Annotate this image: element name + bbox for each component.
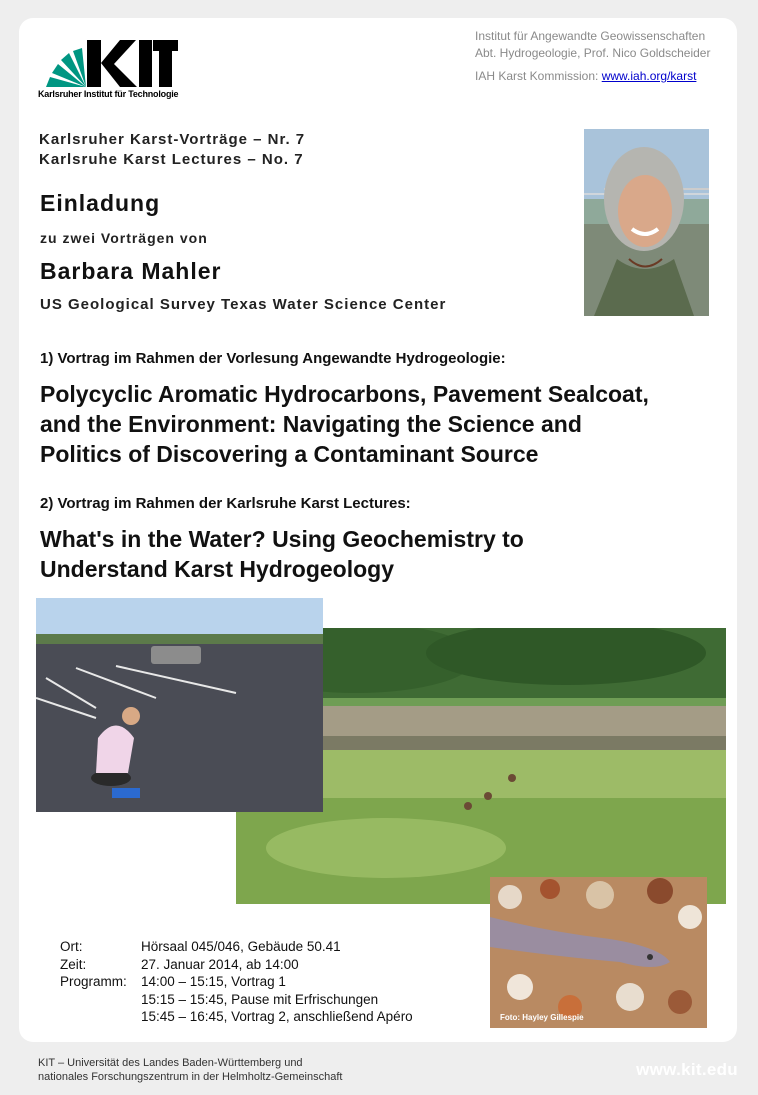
lecture-series — [39, 130, 305, 170]
speaker-affiliation: US Geological Survey Texas Water Science Center — [40, 296, 447, 313]
program-item: 14:00 – 15:15, Vortrag 1 — [141, 974, 286, 989]
talk-2-label: 2) Vortrag im Rahmen der Karlsruhe Karst Lectures: — [40, 495, 411, 512]
talk-2-title — [40, 524, 730, 584]
iah-link[interactable]: www.iah.org/karst — [601, 69, 697, 83]
footer-url[interactable]: www.kit.edu — [636, 1060, 738, 1079]
logo-subtitle: Karlsruher Institut für Technologie — [38, 89, 179, 99]
iah-label: IAH Karst Kommission: — [475, 69, 602, 83]
invitation-subtitle: zu zwei Vorträgen von — [40, 230, 208, 246]
program-row — [60, 973, 413, 1026]
location-label: Ort: — [60, 939, 83, 954]
institute-line-2: Abt. Hydrogeologie, Prof. Nico Goldscheider — [475, 46, 711, 60]
series-line-de: Karlsruher Karst-Vorträge – Nr. 7 — [39, 131, 306, 148]
iah-info — [475, 69, 696, 83]
salamander-photo — [490, 877, 707, 1028]
time-value: 27. Januar 2014, ab 14:00 — [141, 956, 299, 972]
footer-line-1: KIT – Universität des Landes Baden-Württemberg und — [38, 1057, 303, 1069]
talk-1-label: 1) Vortrag im Rahmen der Vorlesung Angewandte Hydrogeologie: — [40, 350, 506, 367]
talk-2-title-line-2: Understand Karst Hydrogeology — [40, 556, 394, 582]
series-line-en: Karlsruhe Karst Lectures – No. 7 — [39, 151, 304, 168]
invitation-title: Einladung — [40, 190, 161, 216]
talk-1-title-line-2: and the Environment: Navigating the Science and — [40, 411, 582, 437]
time-row — [60, 956, 413, 974]
event-details — [60, 938, 413, 1026]
location-row — [60, 938, 413, 956]
parking-lot-photo — [36, 598, 323, 812]
speaker-name: Barbara Mahler — [40, 258, 222, 284]
program-item: 15:45 – 16:45, Vortrag 2, anschließend Apéro — [141, 1009, 413, 1024]
footer-line-2: nationales Forschungszentrum in der Helmholtz-Gemeinschaft — [38, 1071, 343, 1083]
institute-line-1: Institut für Angewandte Geowissenschaften — [475, 29, 706, 43]
poster-card — [19, 18, 737, 1042]
talk-1-title-line-1: Polycyclic Aromatic Hydrocarbons, Pavement Sealcoat, — [40, 381, 649, 407]
program-item: 15:15 – 15:45, Pause mit Erfrischungen — [141, 991, 379, 1007]
location-value: Hörsaal 045/046, Gebäude 50.41 — [141, 939, 341, 954]
talk-1-title — [40, 379, 730, 469]
time-label: Zeit: — [60, 956, 87, 972]
footer-text — [38, 1056, 342, 1084]
talk-1-title-line-3: Politics of Discovering a Contaminant Source — [40, 441, 539, 467]
talk-2-title-line-1: What's in the Water? Using Geochemistry to — [40, 526, 524, 552]
institute-info — [475, 28, 710, 62]
speaker-photo — [584, 129, 709, 316]
program-label: Programm: — [60, 974, 127, 989]
photo-credit: Foto: Hayley Gillespie — [500, 1013, 584, 1022]
